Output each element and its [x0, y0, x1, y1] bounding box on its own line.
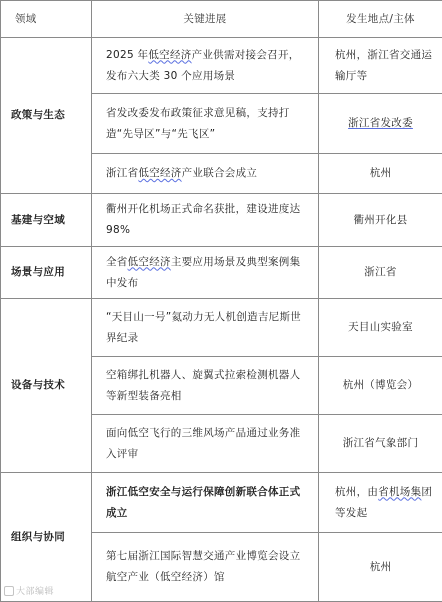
table-row: [1, 299, 442, 357]
progress-cell: “天目山一号”氦动力无人机创造吉尼斯世界纪录: [92, 299, 319, 357]
header-place: 发生地点/主体: [319, 1, 442, 38]
watermark-text: 大部编辑: [16, 584, 54, 597]
header-progress: 关键进展: [92, 1, 319, 38]
progress-cell: 面向低空飞行的三维风场产品通过业务准入评审: [92, 415, 319, 473]
place-cell: 浙江省发改委: [319, 94, 442, 154]
domain-cell: 设备与技术: [1, 299, 92, 473]
place-cell: 杭州: [319, 154, 442, 194]
watermark-logo-icon: [4, 586, 14, 596]
header-domain: 领域: [1, 1, 92, 38]
progress-cell: 衢州开化机场正式命名获批，建设进度达 98%: [92, 194, 319, 247]
place-cell: 杭州，浙江省交通运输厅等: [319, 38, 442, 94]
place-cell: 杭州，由省机场集团等发起: [319, 473, 442, 533]
progress-cell: 省发改委发布政策征求意见稿，支持打造“先导区”与“先飞区”: [92, 94, 319, 154]
table-row: [1, 194, 442, 247]
place-cell: 天目山实验室: [319, 299, 442, 357]
domain-cell: 政策与生态: [1, 38, 92, 194]
table-row: [1, 473, 442, 533]
place-cell: 衢州开化县: [319, 194, 442, 247]
domain-cell: 场景与应用: [1, 247, 92, 299]
progress-cell: 第七届浙江国际智慧交通产业博览会设立航空产业（低空经济）馆: [92, 533, 319, 602]
table-row: [1, 247, 442, 299]
place-cell: 杭州（博览会）: [319, 357, 442, 415]
progress-cell: 浙江低空安全与运行保障创新联合体正式成立: [92, 473, 319, 533]
watermark: [4, 584, 54, 597]
progress-cell: 2025 年低空经济产业供需对接会召开，发布六大类 30 个应用场景: [92, 38, 319, 94]
progress-cell: 空箱绑扎机器人、旋翼式拉索检测机器人等新型装备亮相: [92, 357, 319, 415]
place-cell: 杭州: [319, 533, 442, 602]
table-row: [1, 38, 442, 94]
progress-cell: 全省低空经济主要应用场景及典型案例集中发布: [92, 247, 319, 299]
progress-cell: 浙江省低空经济产业联合会成立: [92, 154, 319, 194]
place-cell: 浙江省: [319, 247, 442, 299]
place-cell: 浙江省气象部门: [319, 415, 442, 473]
domain-cell: 组织与协同: [1, 473, 92, 602]
domain-cell: 基建与空域: [1, 194, 92, 247]
table-header-row: [1, 1, 442, 38]
